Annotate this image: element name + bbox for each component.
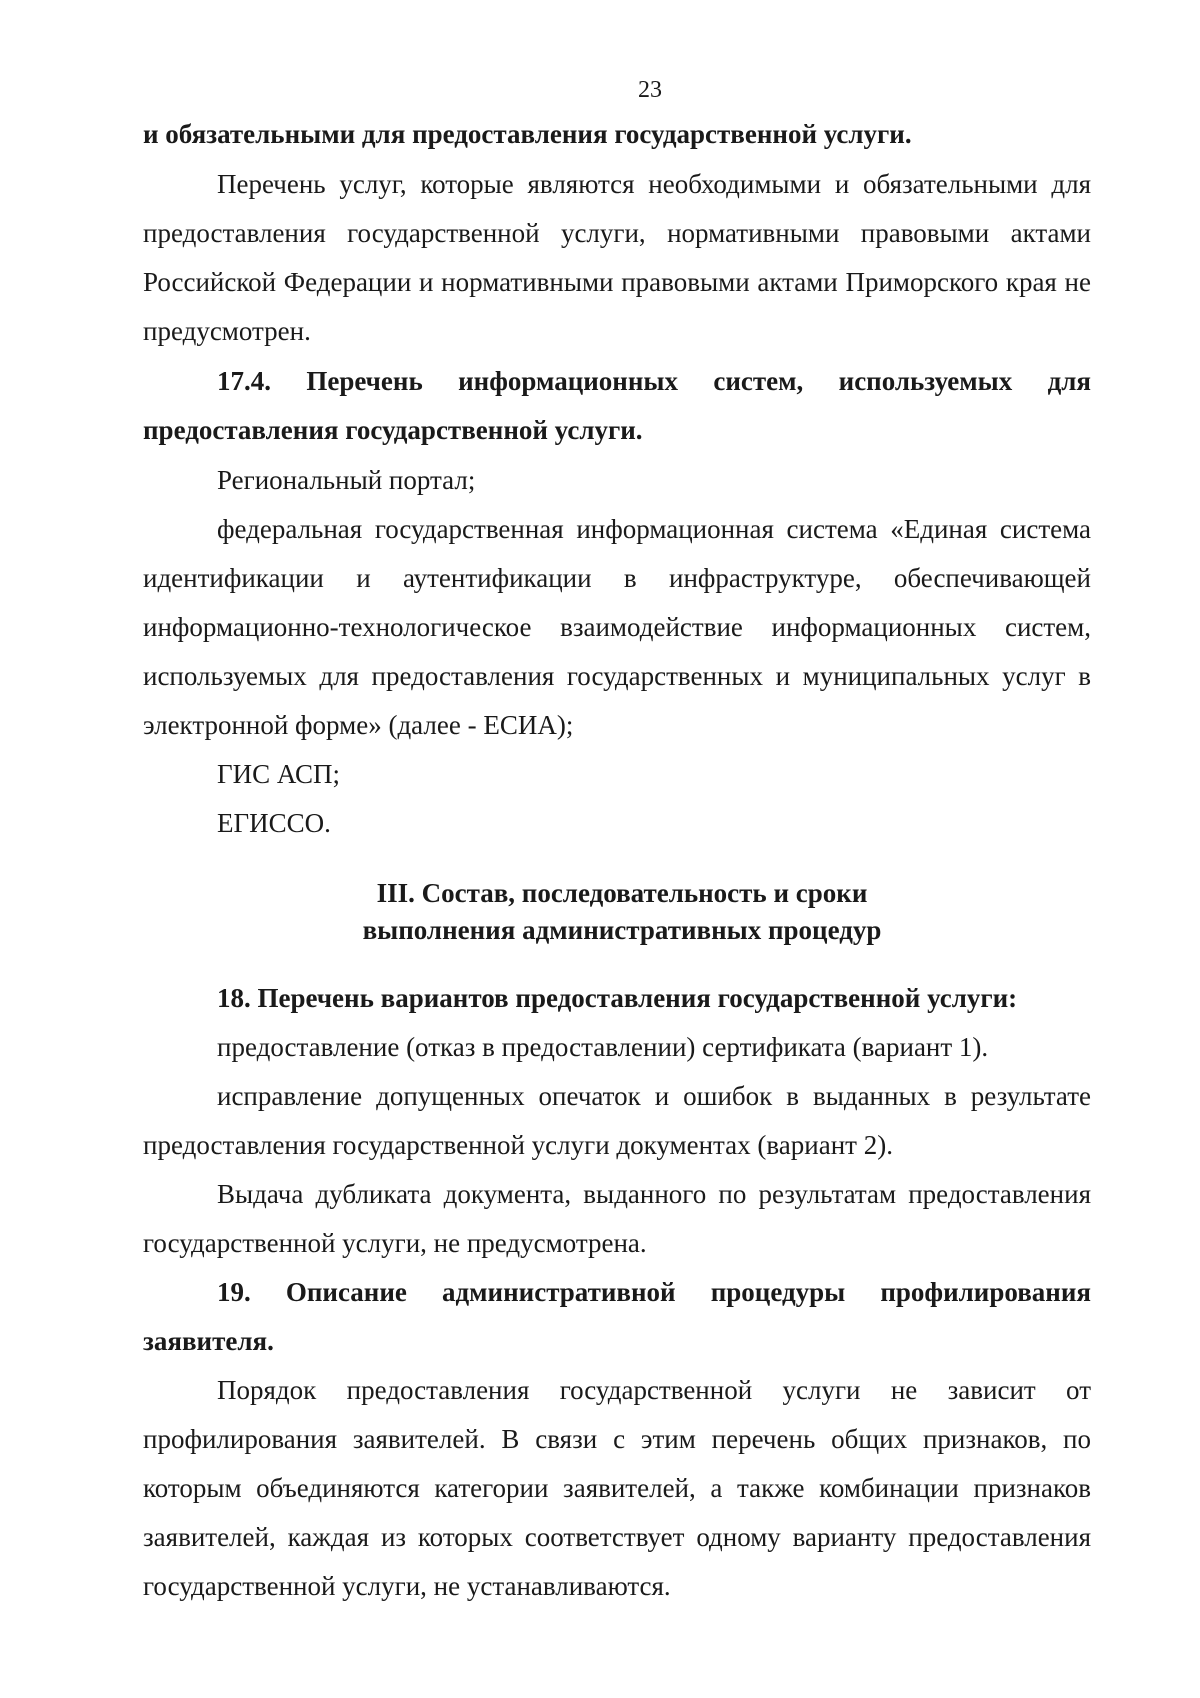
heading-18: 18. Перечень вариантов предоставления государственной услуги:	[217, 983, 1018, 1013]
continued-heading: и обязательными для предоставления государственной услуги.	[143, 119, 912, 149]
page-number: 23	[638, 77, 662, 103]
section-title-line-1: III. Состав, последовательность и сроки	[376, 878, 868, 908]
paragraph-services-list: Перечень услуг, которые являются необходимыми и обязательными для предоставления государственной услуги, нормативными правовыми актами Российской Федерации и нормативными правовыми актами Приморского края не предусмотрен.	[143, 169, 1091, 346]
paragraph-profiling: Порядок предоставления государственной услуги не зависит от профилирования заявителей. В связи с этим перечень общих признаков, по которым объединяются категории заявителей, а также комбинации признаков заявителей, каждая из которых соответствует одному варианту предоставления государственной услуги, не устанавливаются.	[143, 1375, 1091, 1601]
document-body	[143, 110, 1091, 1611]
paragraph-gis-asp: ГИС АСП;	[217, 759, 341, 789]
paragraph-variant-1: предоставление (отказ в предоставлении) сертификата (вариант 1).	[217, 1032, 989, 1062]
section-title	[143, 875, 1091, 949]
heading-17-4: 17.4. Перечень информационных систем, используемых для предоставления государственной услуги.	[143, 366, 1091, 445]
paragraph-duplicate: Выдача дубликата документа, выданного по результатам предоставления государственной услуги, не предусмотрена.	[143, 1179, 1091, 1258]
heading-19: 19. Описание административной процедуры профилирования заявителя.	[143, 1277, 1091, 1356]
paragraph-esia: федеральная государственная информационная система «Единая система идентификации и аутентификации в инфраструктуре, обеспечивающей информационно-технологическое взаимодействие информационных систем, используемых для предоставления государственных и муниципальных услуг в электронной форме» (далее - ЕСИА);	[143, 514, 1091, 740]
paragraph-variant-2: исправление допущенных опечаток и ошибок в выданных в результате предоставления государственной услуги документах (вариант 2).	[143, 1081, 1091, 1160]
paragraph-egisso: ЕГИССО.	[217, 808, 331, 838]
section-title-line-2: выполнения административных процедур	[362, 915, 882, 945]
paragraph-regional-portal: Региональный портал;	[217, 465, 476, 495]
